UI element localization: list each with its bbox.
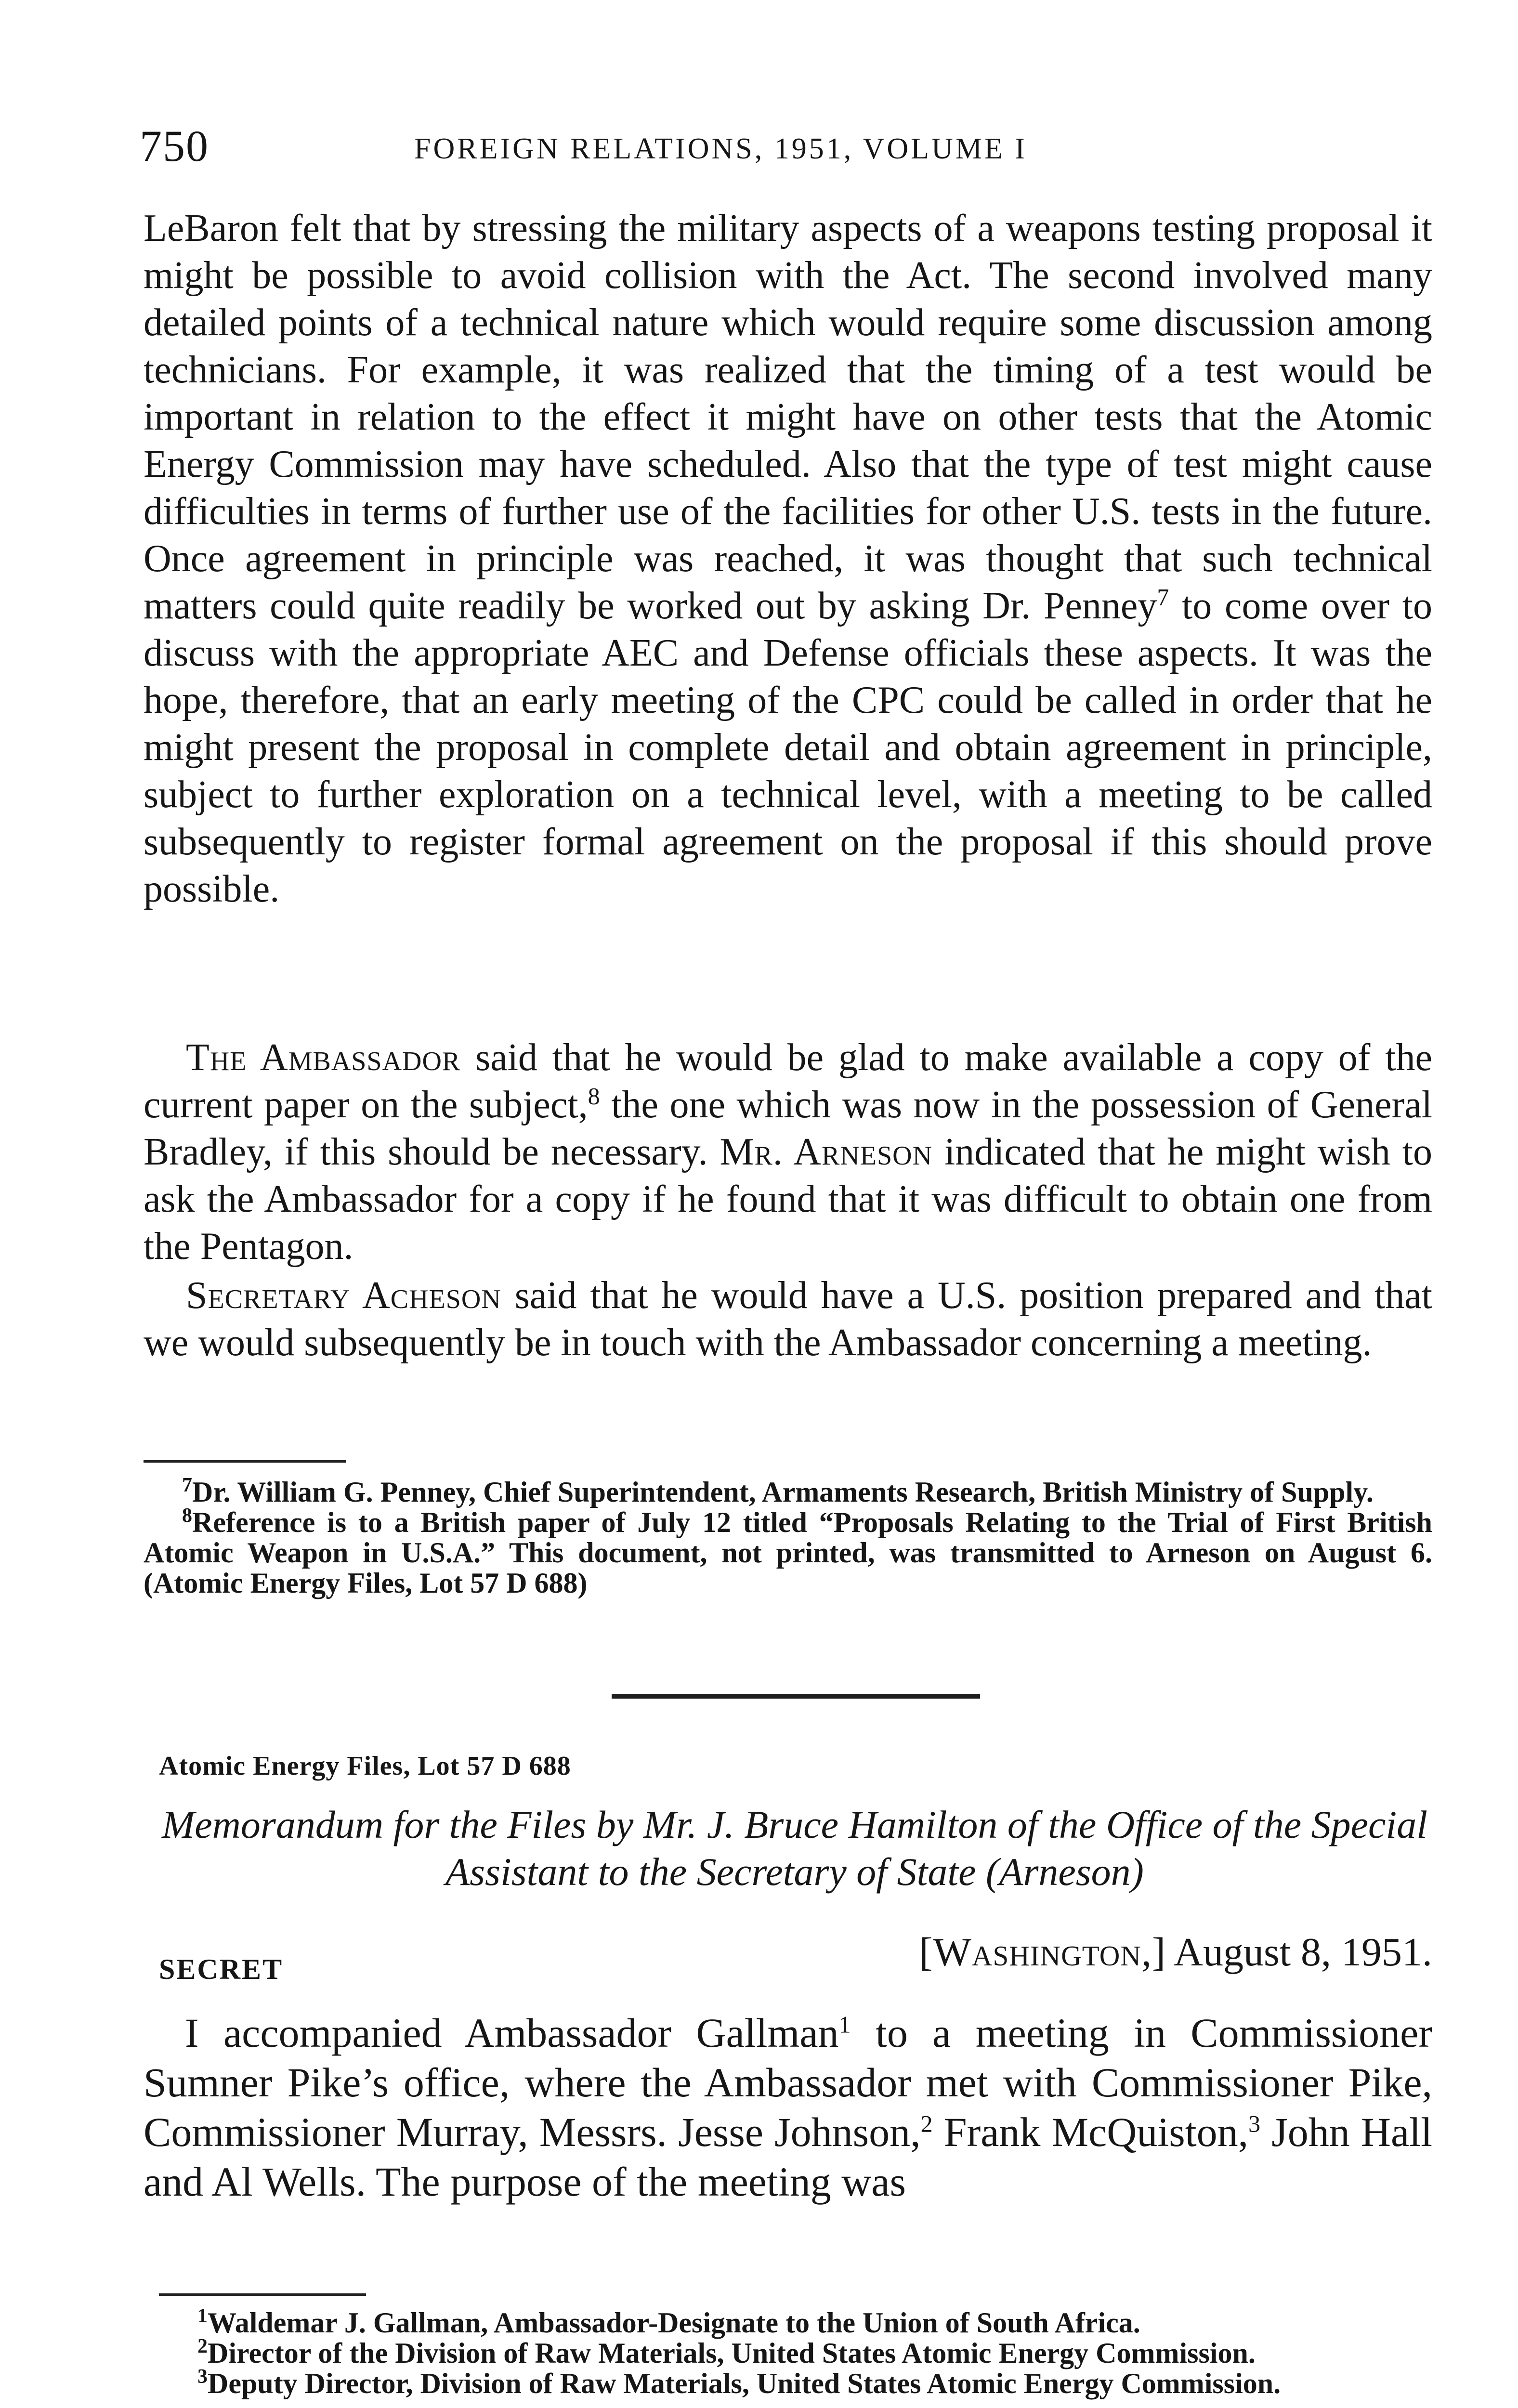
footnote-ref-7[interactable]: 7 [1157, 583, 1169, 611]
footnote-number: 3 [197, 2366, 208, 2388]
footnote-2 [159, 2335, 1430, 2369]
footnote-3 [159, 2366, 1430, 2399]
paragraph-text: to a meeting in Commissioner Sumner Pike’s office, where the Ambassador met with Commissioner Pike, Commissioner Murray, Messrs. Jesse Johnson, [144, 2010, 1432, 2155]
paragraph-text: the one which was now in the possession of General Bradley, if this should be necessary. [144, 1084, 1433, 1173]
footnote-rule [159, 2293, 366, 2296]
footnote-7 [144, 1474, 1432, 1508]
footnote-ref-1[interactable]: 1 [838, 2011, 851, 2038]
paragraph-text: said that he would be glad to make available a copy of the current paper on the subject, [144, 1036, 1432, 1126]
memo-paragraph [144, 2008, 1432, 2207]
classification-label: SECRET [159, 1953, 284, 1985]
footnote-number: 7 [182, 1474, 192, 1496]
running-head: FOREIGN RELATIONS, 1951, VOLUME I [414, 132, 1027, 165]
footnote-number: 2 [197, 2335, 208, 2357]
footnote-number: 1 [197, 2305, 208, 2327]
footnote-ref-3[interactable]: 3 [1248, 2110, 1261, 2137]
section-separator [612, 1694, 980, 1699]
footnote-text: Reference is to a British paper of July 12 titled “Proposals Relating to the Trial of First British Atomic Weapon in U.S.A.” This document, not printed, was transmitted to Arneson on August 6. (Atomic Energy Files, Lot 57 D 688) [144, 1506, 1432, 1599]
paragraph-text: to come over to discuss with the appropriate AEC and Defense officials these aspects. It was the hope, therefore, that an early meeting of the CPC could be called in order that he might present the proposal in complete detail and obtain agreement in principle, subject to further exploration on a technical level, with a meeting to be called subsequently to register formal agreement on the proposal if this should prove possible. [144, 585, 1432, 910]
body-paragraph-ambassador [144, 1034, 1432, 1270]
speaker-name: The Ambassador [186, 1036, 461, 1079]
document-source: Atomic Energy Files, Lot 57 D 688 [159, 1751, 571, 1781]
footnotes-top [144, 1474, 1432, 1599]
footnote-rule [144, 1460, 346, 1463]
page-number: 750 [140, 121, 209, 170]
paragraph-text: indicated that he might wish to ask the Ambassador for a copy if he found that it was difficult to obtain one from the Pentagon. [144, 1131, 1433, 1268]
dateline-date: August 8, 1951. [1165, 1930, 1432, 1975]
footnotes-bottom [159, 2305, 1430, 2399]
footnote-text: Waldemar J. Gallman, Ambassador-Designate to the Union of South Africa. [208, 2307, 1140, 2339]
page-header [140, 120, 1430, 173]
paragraph-text: I accompanied Ambassador Gallman [185, 2010, 839, 2056]
footnote-ref-2[interactable]: 2 [920, 2110, 933, 2137]
dateline-place: [Washington,] [919, 1930, 1166, 1975]
paragraph-text: Frank McQuiston, [932, 2109, 1249, 2155]
speaker-name: Secretary Acheson [186, 1274, 501, 1317]
dateline [919, 1929, 1432, 1976]
paragraph-text: LeBaron felt that by stressing the military aspects of a weapons testing proposal it might be possible to avoid collision with the Act. The second involved many detailed points of a technical nature which would require some discussion among technicians. For example, it was realized that the timing of a test would be important in relation to the effect it might have on other tests that the Atomic Energy Commission may have scheduled. Also that the type of test might cause difficulties in terms of further use of the facilities for other U.S. tests in the future. Once agreement in principle was reached, it was thought that such technical matters could quite readily be worked out by asking Dr. Penney [144, 207, 1432, 627]
footnote-8 [144, 1507, 1432, 1598]
paragraph-text: said that he would have a U.S. position prepared and that we would subsequently be in touch with the Ambassador concerning a meeting. [144, 1274, 1432, 1364]
paragraph-text: John Hall and Al Wells. The purpose of the meeting was [144, 2109, 1432, 2205]
footnote-text: Deputy Director, Division of Raw Materials, United States Atomic Energy Commission. [208, 2368, 1281, 2399]
body-paragraph-secretary [144, 1272, 1432, 1366]
footnote-ref-8[interactable]: 8 [588, 1082, 600, 1110]
footnote-number: 8 [182, 1505, 192, 1527]
document-title: Memorandum for the Files by Mr. J. Bruce Hamilton of the Office of the Special Assistant to the Secretary of State (Arneson) [161, 1803, 1427, 1894]
speaker-name: Mr. Arneson [720, 1131, 933, 1173]
footnote-1 [159, 2305, 1430, 2339]
footnote-text: Dr. William G. Penney, Chief Superintendent, Armaments Research, British Ministry of Supply. [192, 1476, 1374, 1508]
body-paragraph-continued [144, 205, 1432, 913]
footnote-text: Director of the Division of Raw Materials, United States Atomic Energy Commission. [208, 2337, 1256, 2369]
